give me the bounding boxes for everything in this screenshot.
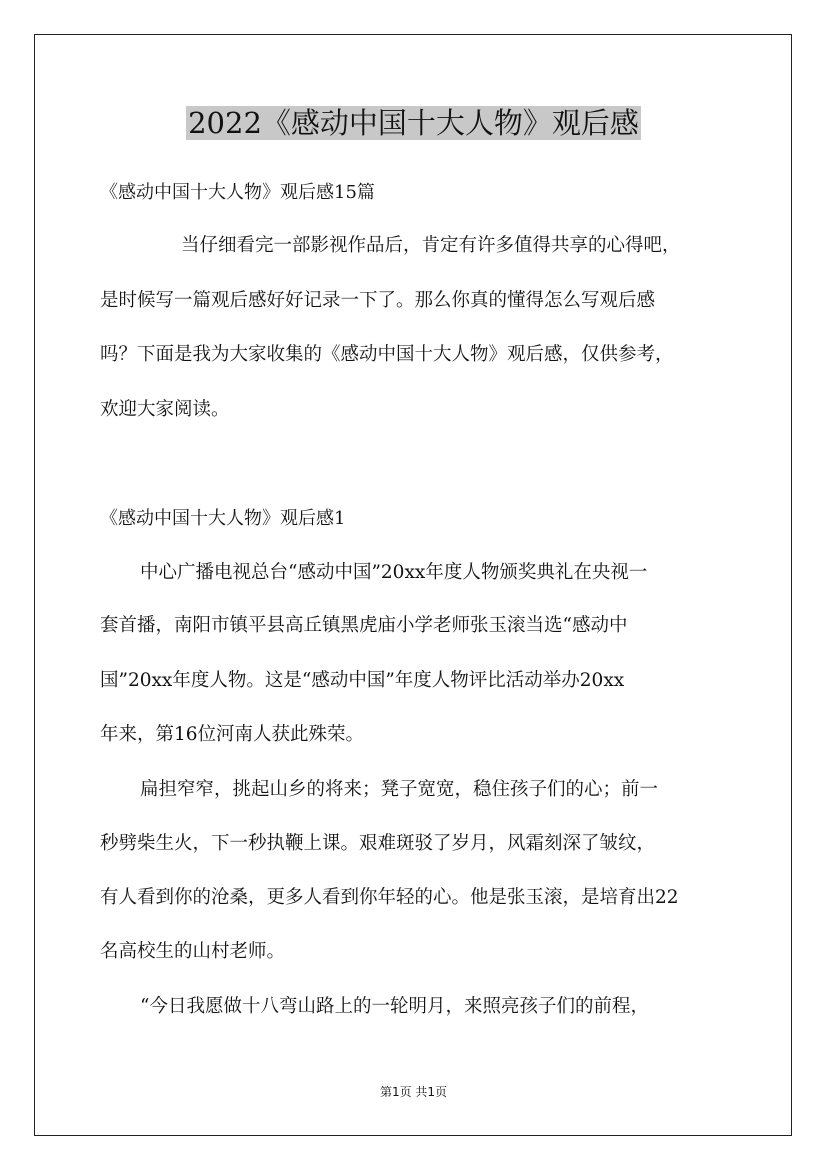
intro-line: 当仔细看完一部影视作品后，肯定有许多值得共享的心得吧， — [181, 235, 681, 256]
paragraph-line: 年来，第16位河南人获此殊荣。 — [100, 724, 365, 745]
section-heading: 《感动中国十大人物》观后感1 — [100, 508, 346, 529]
document-title-text: 2022《感动中国十大人物》观后感 — [188, 106, 639, 140]
paragraph-line: 套首播，南阳市镇平县高丘镇黑虎庙小学老师张玉滚当选“感动中 — [100, 615, 628, 636]
intro-line: 吗？下面是我为大家收集的《感动中国十大人物》观后感，仅供参考， — [100, 344, 674, 365]
paragraph-line: “今日我愿做十八弯山路上的一轮明月，来照亮孩子们的前程， — [140, 996, 649, 1017]
paragraph-line: 国”20xx年度人物。这是“感动中国”年度人物评比活动举办20xx — [100, 670, 625, 691]
intro-line: 欢迎大家阅读。 — [100, 399, 230, 420]
intro-line: 是时候写一篇观后感好好记录一下了。那么你真的懂得怎么写观后感 — [100, 290, 656, 311]
paragraph-line: 名高校生的山村老师。 — [100, 941, 286, 962]
paragraph-line: 中心广播电视总台“感动中国”20xx年度人物颁奖典礼在央视一 — [140, 562, 648, 583]
paragraph-line: 扁担窄窄，挑起山乡的将来；凳子宽宽，稳住孩子们的心；前一 — [140, 779, 659, 800]
paragraph-line: 有人看到你的沧桑，更多人看到你年轻的心。他是张玉滚，是培育出22 — [100, 887, 679, 908]
paragraph-line: 秒劈柴生火，下一秒执鞭上课。艰难斑驳了岁月，风霜刻深了皱纹， — [100, 833, 656, 854]
document-title — [0, 101, 827, 145]
document-subtitle: 《感动中国十大人物》观后感15篇 — [100, 182, 375, 203]
page-footer: 第1页 共1页 — [379, 1085, 448, 1099]
